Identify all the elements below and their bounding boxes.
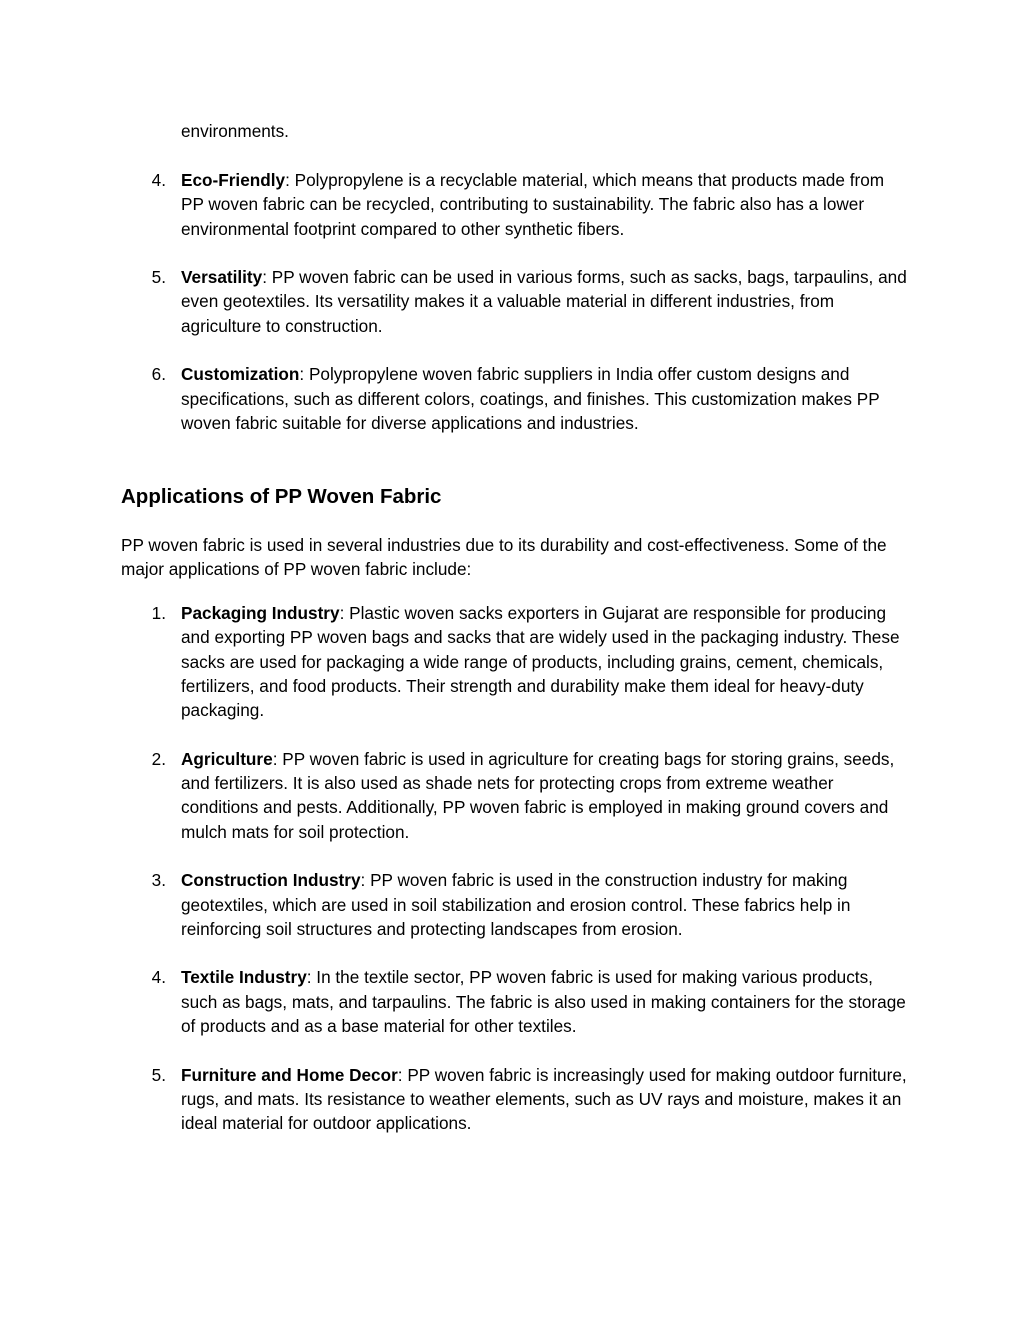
list-item-text: : Plastic woven sacks exporters in Gujarat are responsible for producing and exporting PP woven bags and sacks that are widely used in the packaging industry. These sacks are used for packaging a wide range of products, including grains, cement, chemicals, fertilizers, and food products. Their strength and durability make them ideal for heavy-duty packaging. — [181, 603, 900, 721]
list-item-term: Customization — [181, 364, 300, 385]
list-item-term: Packaging Industry — [181, 603, 340, 623]
list-item-text: : In the textile sector, PP woven fabric is used for making various products, such as bags, mats, and tarpaulins. The fabric is also used in making containers for the storage of products and as a base material for other textiles. — [181, 967, 906, 1037]
section-heading: Applications of PP Woven Fabric — [121, 485, 442, 508]
list-number: 6. — [151, 364, 166, 385]
list-item-text: : Polypropylene is a recyclable material, which means that products made from PP woven fabric can be recycled, contributing to sustainability. The fabric also has a lower environmental footprint compared to other synthetic fibers. — [181, 170, 885, 239]
list-number: 5. — [151, 267, 166, 288]
list-item — [0, 1063, 911, 1136]
list-item-term: Construction Industry — [181, 870, 361, 891]
benefits-list — [0, 168, 1024, 435]
list-item — [0, 868, 911, 941]
applications-list — [0, 601, 1024, 1136]
list-item-term: Eco-Friendly — [181, 170, 286, 190]
list-item-term: Furniture and Home Decor — [181, 1064, 398, 1085]
list-item — [0, 601, 911, 722]
list-item — [0, 168, 911, 241]
list-item — [0, 265, 911, 338]
list-item-term: Textile Industry — [181, 967, 307, 988]
list-number: 3. — [151, 870, 166, 891]
list-item-text: : PP woven fabric is increasingly used for making outdoor furniture, rugs, and mats. Its resistance to weather elements, such as UV rays and moisture, makes it an ideal material for outdoor applications. — [181, 1064, 907, 1134]
list-item — [0, 747, 911, 844]
intro-paragraph: PP woven fabric is used in several industries due to its durability and cost-effectiveness. Some of the major applications of PP woven fabric include: — [121, 535, 887, 580]
list-number: 4. — [151, 170, 166, 190]
list-item — [0, 965, 911, 1038]
list-number: 1. — [151, 603, 166, 623]
list-item-text: : PP woven fabric is used in agriculture for creating bags for storing grains, seeds, and fertilizers. It is also used as shade nets for protecting crops from extreme weather conditions and pests. Additionally, PP woven fabric is employed in making ground covers and mulch mats for soil protection. — [181, 748, 895, 842]
list-item-term: Versatility — [181, 267, 263, 288]
list-item-term: Agriculture — [181, 748, 273, 769]
list-item-text: : PP woven fabric can be used in various forms, such as sacks, bags, tarpaulins, and even geotextiles. Its versatility makes it a valuable material in different industries, from agriculture to construction. — [181, 267, 907, 336]
list-number: 4. — [151, 967, 166, 988]
list-item-text: : PP woven fabric is used in the construction industry for making geotextiles, which are used in soil stabilization and erosion control. These fabrics help in reinforcing soil structures and protecting landscapes from erosion. — [181, 870, 851, 939]
list-number: 2. — [151, 748, 166, 769]
continuation-text: environments. — [181, 121, 289, 141]
list-item — [0, 362, 911, 435]
list-number: 5. — [151, 1064, 166, 1085]
list-item-text: : Polypropylene woven fabric suppliers in India offer custom designs and specifications, such as different colors, coatings, and finishes. This customization makes PP woven fabric suitable for diverse applications and industries. — [181, 364, 880, 433]
